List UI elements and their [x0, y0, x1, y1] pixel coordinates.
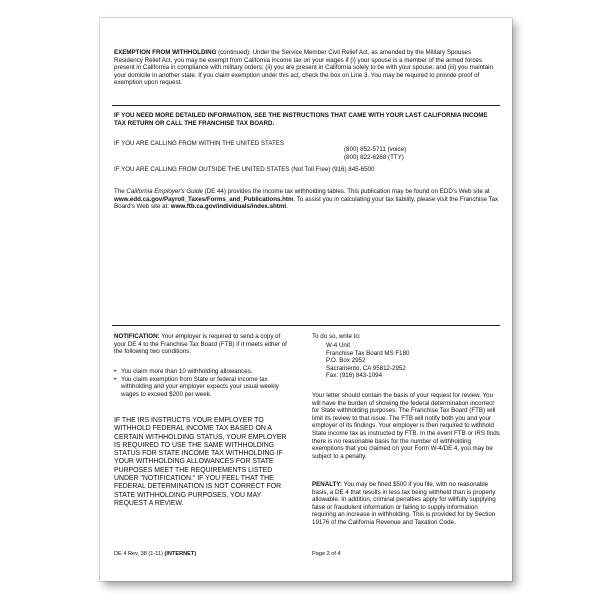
document-page — [100, 18, 512, 581]
edd-url-link[interactable]: www.edd.ca.gov/Payroll_Taxes/Forms_and_Publications.htm — [114, 195, 294, 203]
penalty-paragraph: PENALTY: You may be fined $500 if you file, with no reasonable basis, a DE 4 that results in less tax being withheld than is properly allowable. In addition, criminal penalties apply for willfully supplying false or fraudulent information or failing to supply information requiring an increase in withholding. This is provided for by Section 19176 of the California Revenue and Taxation Code. — [312, 481, 496, 526]
notification-heading: NOTIFICATION: — [114, 333, 160, 340]
address-line: Franchise Tax Board MS F180 — [326, 349, 410, 357]
section-divider-lower — [112, 325, 500, 326]
ftb-url-link[interactable]: www.ftb.ca.gov/individuals/index.shtml — [170, 203, 287, 211]
irs-notice-paragraph: IF THE IRS INSTRUCTS YOUR EMPLOYER TO WITHHOLD FEDERAL INCOME TAX BASED ON A CERTAIN WITHHOLDING STATUS, YOUR EMPLOYER IS REQUIRED TO USE THE SAME WITHHOLDING STATUS FOR STATE INCOME TAX WITHHOLDING IF YOUR WITHHOLDING ALLOWANCES FOR STATE PURPOSES MEET THE REQUIREMENTS LISTED UNDER "NOTIFICATION." IF YOU FEEL THAT THE FEDERAL DETERMINATION IS NOT CORRECT FOR STATE WITHHOLDING PURPOSES, YOU MAY REQUEST A REVIEW. — [114, 417, 287, 507]
address-line: Fax: (916) 843-1094 — [326, 372, 383, 380]
exemption-heading: EXEMPTION FROM WITHHOLDING — [114, 49, 217, 56]
notification-bullet-list — [114, 368, 292, 398]
exemption-paragraph — [114, 49, 500, 87]
page-number: Page 2 of 4 — [312, 551, 341, 557]
address-line: P.O. Box 2952 — [326, 357, 366, 365]
list-item: • You claim more than 10 withholding allowances. — [114, 368, 253, 375]
form-identifier: DE 4 Rev. 38 (1-11) (INTERNET) — [114, 551, 197, 557]
within-us-voice-phone: (800) 852-5711 (voice) — [344, 146, 407, 154]
penalty-heading: PENALTY: — [312, 481, 343, 488]
address-line: Sacramento, CA 95812-2952 — [326, 364, 406, 372]
guide-title: California Employer's Guide — [126, 188, 203, 195]
list-item: • You claim exemption from State or federal income tax withholding and your employer expects your usual weekly wages to exceed $200 per week. — [114, 375, 279, 398]
address-intro: To do so, write to: — [312, 333, 361, 340]
address-line: W-4 Unit — [326, 342, 350, 349]
notification-paragraph: NOTIFICATION: Your employer is required to send a copy of your DE 4 to the Franchise Tax Board (FTB) if it meets either of the following two conditions: — [114, 333, 287, 356]
info-heading: IF YOU NEED MORE DETAILED INFORMATION, SEE THE INSTRUCTIONS THAT CAME WITH YOUR LAST CALIFORNIA INCOME TAX RETURN OR CALL THE FRANCHISE TAX BOARD. — [114, 112, 488, 127]
section-divider — [112, 105, 500, 106]
exemption-continued: (continued): — [216, 49, 251, 56]
mailing-address — [326, 342, 409, 380]
within-us-tty-phone: (800) 822-6268 (TTY) — [344, 154, 404, 162]
within-us-label: IF YOU ARE CALLING FROM WITHIN THE UNITED STATES — [114, 140, 285, 147]
exemption-body: Under the Service Member Civil Relief Act, as amended by the Military Spouses Residency Relief Act, you may be exempt from California income tax on your wages if (i) your spouse is a member of the armed forces present in California in compliance with military orders; (ii) you are present in California solely to be with your spouse; and (iii) you maintain your domicile in another state. If you claim exemption under this act, check the box on Line 3. You may be required to provide proof of exemption upon request. — [114, 49, 493, 87]
guide-paragraph: The California Employer's Guide (DE 44) provides the income tax withholding tables. This publication may be found on EDD's Web site at www.edd.ca.gov/Payroll_Taxes/Forms_and_Publications.htm. To assist you in calculating your tax liability, please visit the Franchise Tax Board's Web site at: www.ftb.ca.gov/individuals/index.shtml. — [114, 188, 499, 211]
outside-us-line: IF YOU ARE CALLING FROM OUTSIDE THE UNITED STATES (Not Toll Free) (916) 845-6500 — [114, 166, 375, 173]
letter-paragraph: Your letter should contain the basis of your request for review. You will have the burden of showing the federal determination incorrect for State withholding purposes. The Franchise Tax Board (FTB) will limit its review to that issue. The FTB will notify both you and your employer of its findings. Your employer is then required to withhold State income tax as instructed by FTB. In the event FTB or IRS finds there is no reasonable basis for the number of withholding exemptions that you claimed on your Form W-4/DE 4, you may be subject to a penalty. — [312, 392, 500, 460]
